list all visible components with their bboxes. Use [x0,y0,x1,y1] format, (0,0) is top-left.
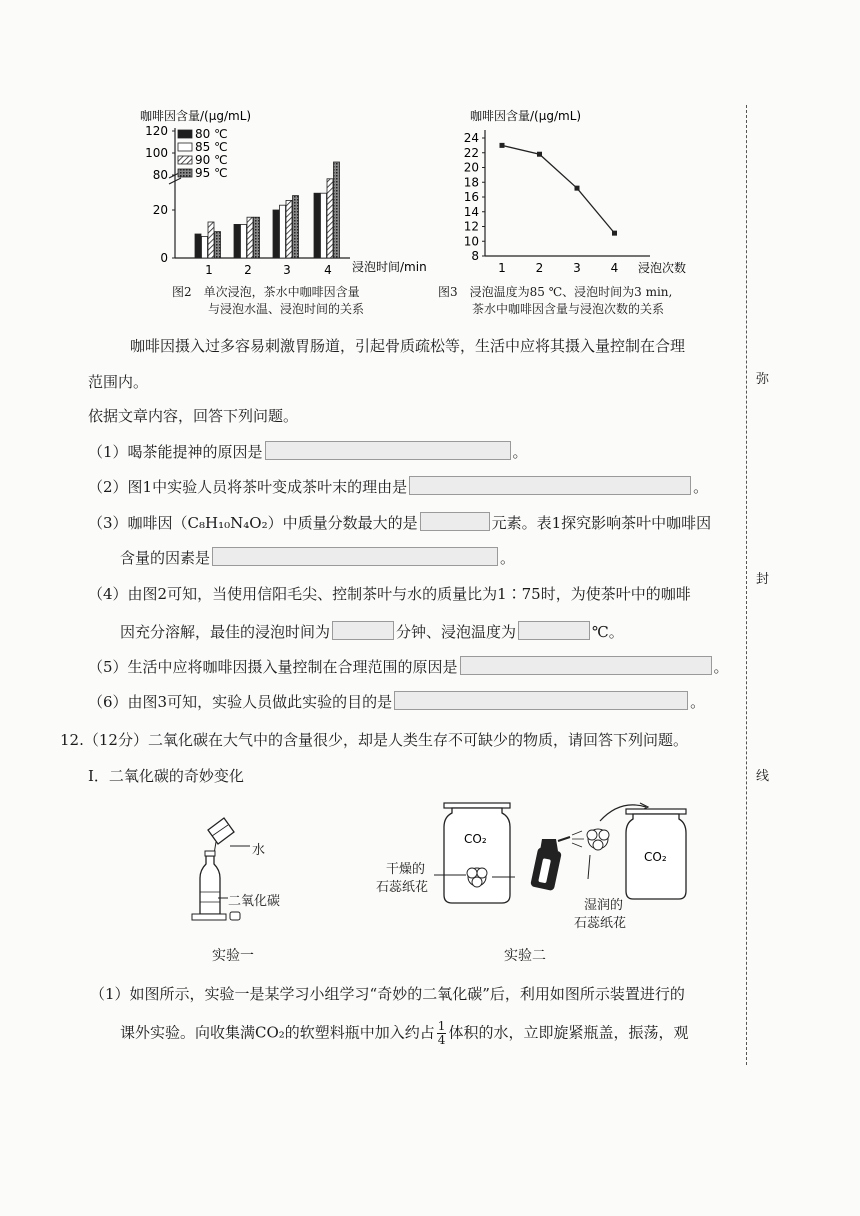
fig2-ylabel: 咖啡因含量/(μg/mL) [140,109,252,123]
fig2-bar [202,236,208,258]
fig2-xtick-label: 3 [283,263,291,277]
question-4-text-b: 因充分溶解，最佳的浸泡时间为 [120,623,331,641]
binding-dashed-line [746,105,747,1065]
fig3-ytick-label: 24 [463,131,479,145]
fig3-data-point [612,231,617,236]
fraction-denominator: 4 [437,1033,446,1047]
period: 。 [713,658,729,676]
fig3-data-point [575,186,580,191]
label-dry-2: 石蕊纸花 [376,880,429,895]
fig3-series-line [502,145,615,233]
bottle-cap-icon [230,912,240,920]
spray-mist [572,831,584,847]
experiment-2-illustration [430,795,690,935]
fig2-legend-swatch [178,169,192,177]
label-wet-1: 湿润的 [584,898,624,913]
answer-blank-6[interactable] [394,691,688,710]
answer-blank-4a[interactable] [332,621,394,640]
fig3-data-point [537,152,542,157]
question-4-text-d: ℃。 [592,623,624,641]
fig2-legend-label: 80 ℃ [195,127,228,141]
question-2-text: （2）图1中实验人员将茶叶变成茶叶末的理由是 [88,478,408,496]
plastic-bottle-icon [200,856,220,914]
question-4: （4）由图2可知，当使用信阳毛尖、控制茶叶与水的质量比为1∶75时，为使茶叶中的咖啡 [88,585,691,603]
fig2-bar [327,179,333,258]
fig3-data-point [500,143,505,148]
fig2-legend-label: 90 ℃ [195,153,228,167]
fig2-bar [321,193,327,258]
fig3-xlabel: 浸泡次数 [638,261,687,275]
fig2-legend [178,127,228,180]
fig3-ytick-label: 8 [471,249,479,263]
fig2-legend-label: 85 ℃ [195,140,228,154]
question-3-text-c: 含量的因素是 [120,549,211,567]
fig2-bar [247,217,253,258]
question-1 [88,441,528,462]
fig3-xtick-label: 3 [573,261,581,275]
fig2-bar [195,234,201,258]
fig2-bar [314,193,320,258]
fig3-ytick-label: 20 [463,160,479,175]
fig2-bar [234,224,240,258]
fig2-legend-swatch [178,156,192,164]
fig3-caption-2: 茶水中咖啡因含量与浸泡次数的关系 [472,302,665,316]
experiment-1-label: 实验一 [212,948,254,964]
wet-flower-icon [587,829,609,850]
question-2 [88,476,708,497]
fig2-bar [215,232,221,258]
fig3-ytick-label: 22 [463,145,479,160]
fig2-bar [334,162,340,258]
question-5 [88,656,729,677]
period: 。 [690,693,706,711]
fig2-ytick-label: 0 [160,251,168,265]
fraction [437,1020,447,1047]
part-1-line-2 [120,1020,688,1047]
part-1-line-1: （1）如图所示，实验一是某学习小组学习“奇妙的二氧化碳”后，利用如图所示装置进行的 [90,985,685,1003]
part-1-text-c: 体积的水，立即旋紧瓶盖，振荡，观 [448,1023,689,1042]
side-char-3: 线 [756,769,770,784]
fig2-ytick-label: 80 [152,168,168,182]
fig3-xtick-label: 2 [535,261,544,275]
fig2-ytick-label: 120 [145,124,168,138]
answer-blank-3a[interactable] [420,512,490,531]
fig2-xtick-label: 4 [324,263,332,277]
fig2-bar [280,205,286,258]
section-1-heading: Ⅰ．二氧化碳的奇妙变化 [88,767,244,785]
paragraph-line-1: 咖啡因摄入过多容易刺激胃肠道，引起骨质疏松等，生活中应将其摄入量控制在合理 [130,337,686,355]
fig3-xtick-label: 4 [610,261,619,275]
fig2-caption-2: 与浸泡水温、浸泡时间的关系 [208,302,365,316]
question-5-text: （5）生活中应将咖啡因摄入量控制在合理范围的原因是 [88,658,458,676]
fig3-series [500,143,618,236]
fig3-ylabel: 咖啡因含量/(μg/mL) [470,109,582,123]
question-3-text: （3）咖啡因（C₈H₁₀N₄O₂）中质量分数最大的是 [88,514,418,532]
question-6-text: （6）由图3可知，实验人员做此实验的目的是 [88,693,393,711]
answer-blank-3b[interactable] [212,547,498,566]
fig2-ytick-label: 100 [145,146,168,160]
fig2-bar [241,224,247,258]
side-char-1: 弥 [756,372,770,387]
jar-lid-icon-2 [626,809,686,814]
gas-jar-icon [444,808,510,903]
side-char-2: 封 [756,572,770,587]
fig3-ytick-label: 18 [463,175,479,190]
question-4-cont [120,621,624,642]
question-3-cont [120,547,515,568]
fig2-bar [254,217,260,258]
fig2-bar [273,210,279,258]
period: 。 [500,549,516,567]
answer-blank-5[interactable] [460,656,712,675]
fig3-caption-1: 图3 浸泡温度为85 ℃、浸泡时间为3 min, [438,285,673,299]
questions-prompt: 依据文章内容，回答下列问题。 [88,407,299,425]
jar-co2-label: CO₂ [464,832,487,846]
fig2-ytick-label: 20 [152,203,168,217]
fig2-bar [208,222,214,258]
answer-blank-2[interactable] [409,476,691,495]
label-dry-1: 干燥的 [386,862,426,877]
jar-lid-icon [444,803,510,808]
fig2-caption-1: 图2 单次浸泡，茶水中咖啡因含量 [172,285,360,299]
question-6 [88,691,705,712]
fig2-legend-label: 95 ℃ [195,166,228,180]
fig2-legend-swatch [178,130,192,138]
fig3-xtick-label: 1 [498,261,506,275]
pouring-cup-icon [208,818,234,844]
fig3-ytick-label: 12 [463,219,479,234]
label-wet-2: 石蕊纸花 [574,916,627,931]
fig2-legend-swatch [178,143,192,151]
fig2-xlabel: 浸泡时间/min [352,260,427,274]
answer-blank-1[interactable] [265,441,511,460]
question-4-text-c: 分钟、浸泡温度为 [396,623,517,641]
figure-3-line-chart [440,100,730,285]
question-3 [88,512,711,533]
period: 。 [512,443,528,461]
label-carbon-dioxide: 二氧化碳 [228,894,281,909]
answer-blank-4b[interactable] [518,621,590,640]
fig2-bar [293,196,299,258]
fig2-xtick-label: 2 [244,263,252,277]
experiment-1-illustration [180,808,290,928]
experiment-2-label: 实验二 [504,948,546,964]
part-1-text-b: 课外实验。向收集满CO₂的软塑料瓶中加入约占 [120,1023,435,1042]
label-water: 水 [252,843,266,858]
question-12-heading: 12.（12分）二氧化碳在大气中的含量很少，却是人类生存不可缺少的物质，请回答下列问题。 [60,731,688,749]
fig3-ytick-label: 16 [463,190,479,204]
fig2-bar [286,200,292,258]
question-3-text-b: 元素。表1探究影响茶叶中咖啡因 [491,514,712,532]
fig3-ytick-label: 10 [463,234,479,249]
fig2-xtick-label: 1 [205,263,213,277]
fraction-numerator: 1 [437,1019,446,1033]
period: 。 [693,478,709,496]
jar2-co2-label: CO₂ [644,850,667,864]
question-1-text: （1）喝茶能提神的原因是 [88,443,263,461]
spray-bottle-icon [530,837,570,891]
fig3-ytick-label: 14 [463,204,479,219]
paragraph-line-2: 范围内。 [88,373,149,391]
